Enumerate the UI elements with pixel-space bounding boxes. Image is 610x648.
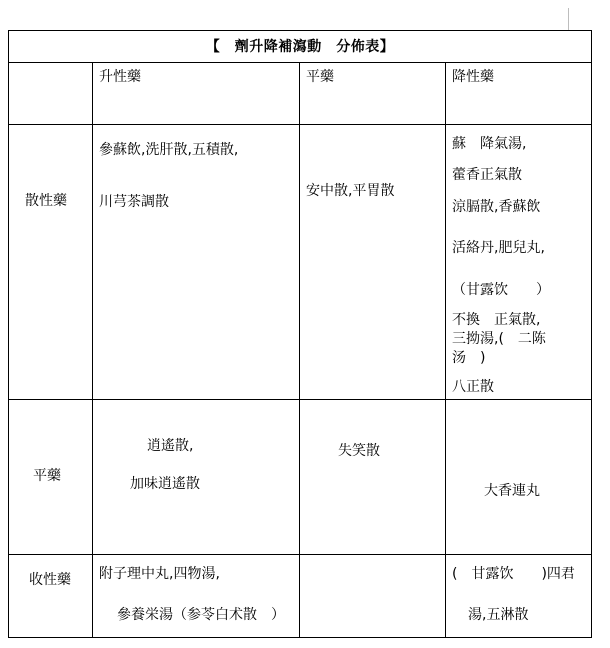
cell-text: 藿香正氣散 — [452, 167, 522, 183]
row-ping-ping — [300, 400, 446, 555]
cell-text: 不換 正氣散, — [452, 312, 541, 328]
cell-text: 大香連丸 — [484, 483, 540, 499]
cell-text: 安中散,平胃散 — [306, 183, 395, 199]
row-san-jiang — [446, 125, 592, 400]
row-shou-sheng — [93, 555, 300, 638]
header-row — [9, 63, 592, 125]
row-ping-label: 平藥 — [33, 468, 61, 484]
cell-text: 涼膈散,香蘇飲 — [452, 199, 541, 215]
row-san-label-cell — [9, 125, 93, 400]
distribution-table — [8, 30, 592, 638]
cell-text: 參養栄湯（参苓白术散 ） — [117, 607, 285, 623]
cell-text: 蘇 降氣湯, — [452, 136, 527, 152]
cell-text: 逍遙散, — [147, 438, 194, 454]
cell-text: （甘露饮 ） — [452, 282, 550, 298]
row-shou — [9, 555, 592, 638]
title-row — [9, 31, 592, 63]
header-corner — [9, 63, 93, 125]
row-ping-sheng — [93, 400, 300, 555]
cell-text: 失笑散 — [338, 443, 380, 459]
cell-text: 加味逍遙散 — [130, 476, 200, 492]
page-corner-mark — [568, 8, 569, 30]
row-shou-label-cell — [9, 555, 93, 638]
row-shou-ping — [300, 555, 446, 638]
cell-text: 附子理中丸,四物湯, — [99, 566, 220, 582]
header-ping-label: 平藥 — [306, 69, 334, 85]
row-shou-label: 收性藥 — [29, 572, 71, 588]
header-jiang-label: 降性藥 — [452, 69, 494, 85]
header-sheng-label: 升性藥 — [99, 69, 141, 85]
row-san-ping — [300, 125, 446, 400]
row-san — [9, 125, 592, 400]
header-jiang — [446, 63, 592, 125]
cell-text: 湯,五淋散 — [468, 607, 529, 623]
row-ping — [9, 400, 592, 555]
row-shou-jiang — [446, 555, 592, 638]
table-title: 【 劑升降補瀉動 分佈表】 — [205, 39, 395, 55]
cell-text: 活絡丹,肥兒丸, — [452, 240, 545, 256]
cell-text: 汤 ) — [452, 350, 486, 366]
cell-text: 三拗湯,( 二陈 — [452, 331, 546, 347]
header-ping — [300, 63, 446, 125]
table-title-cell — [9, 31, 592, 63]
row-san-sheng — [93, 125, 300, 400]
cell-text: ( 甘露饮 )四君 — [452, 566, 575, 582]
row-ping-label-cell — [9, 400, 93, 555]
cell-text: 參蘇飲,洗肝散,五積散, — [99, 142, 239, 158]
row-san-label: 散性藥 — [25, 193, 67, 209]
cell-text: 八正散 — [452, 379, 494, 395]
cell-text: 川芎茶調散 — [99, 194, 169, 210]
header-sheng — [93, 63, 300, 125]
row-ping-jiang — [446, 400, 592, 555]
